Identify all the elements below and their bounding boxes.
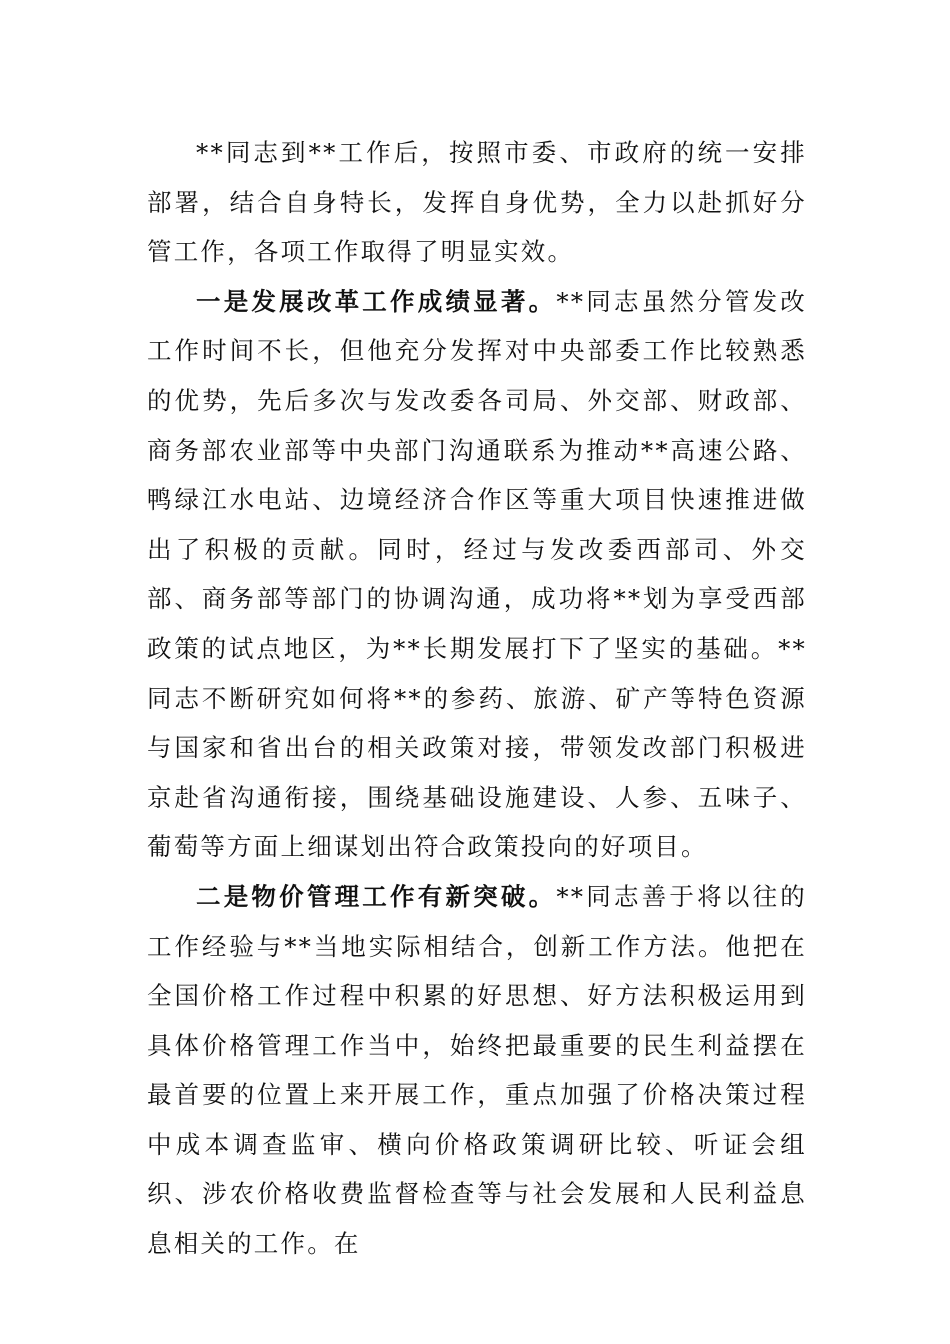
document-body bbox=[147, 128, 807, 1269]
paragraph-price-management bbox=[147, 872, 807, 1269]
paragraph-intro-text: **同志到**工作后，按照市委、市政府的统一安排部署，结合自身特长，发挥自身优势，全力以赴抓好分管工作，各项工作取得了明显实效。 bbox=[147, 138, 807, 267]
paragraph-price-management-text: **同志善于将以往的工作经验与**当地实际相结合，创新工作方法。他把在全国价格工作过程中积累的好思想、好方法积极运用到具体价格管理工作当中，始终把最重要的民生利益摆在最首要的位置上来开展工作，重点加强了价格决策过程中成本调查监审、横向价格政策调研比较、听证会组织、涉农价格收费监督检查等与社会发展和人民利益息息相关的工作。在 bbox=[147, 881, 807, 1259]
paragraph-intro bbox=[147, 128, 807, 277]
paragraph-development-reform-text: **同志虽然分管发改工作时间不长，但他充分发挥对中央部委工作比较熟悉的优势，先后多次与发改委各司局、外交部、财政部、商务部农业部等中央部门沟通联系为推动**高速公路、鸭绿江水电站、边境经济合作区等重大项目快速推进做出了积极的贡献。同时，经过与发改委西部司、外交部、商务部等部门的协调沟通，成功将**划为享受西部政策的试点地区，为**长期发展打下了坚实的基础。**同志不断研究如何将**的参药、旅游、矿产等特色资源与国家和省出台的相关政策对接，带领发改部门积极进京赴省沟通衔接，围绕基础设施建设、人参、五味子、葡萄等方面上细谋划出符合政策投向的好项目。 bbox=[147, 286, 807, 862]
paragraph-development-reform bbox=[147, 277, 807, 872]
paragraph-price-management-heading: 二是物价管理工作有新突破。 bbox=[196, 881, 557, 911]
paragraph-development-reform-heading: 一是发展改革工作成绩显著。 bbox=[196, 286, 557, 316]
